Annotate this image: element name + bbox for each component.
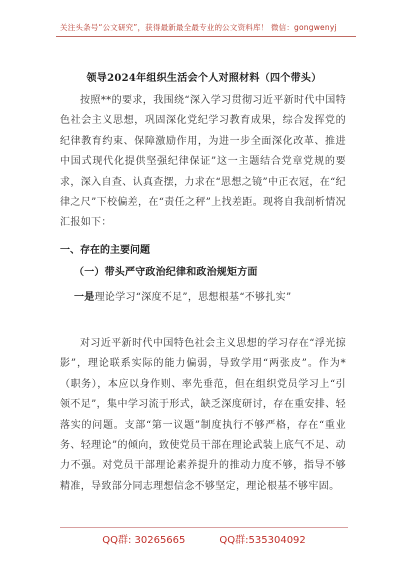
intro-paragraph: 按照**的要求，我围绕“深入学习贯彻习近平新时代中国特色社会主义思想，巩固深化党纪学习教育成果，综合发挥党的纪律教育约束、保障激励作用，为进一步全面深化改革、推进中国式现代化提供坚强纪律保证”这一主题结合党章党规的要求，深入自查、认真查摆，力求在“思想之镜”中正衣冠，在“纪律之尺”下校偏差，在“责任之秤”上找差距。现将自我剖析情况汇报如下： — [60, 95, 346, 229]
document-title: 领导2024年组织生活会个人对照材料（四个带头） — [86, 73, 322, 84]
footer-qq-group-1: QQ群: 30265665 — [102, 535, 186, 546]
point-title: 理论学习“深度不足”，思想根基“不够扎实” — [94, 292, 292, 303]
footer-divider — [60, 527, 348, 528]
banner-divider — [56, 36, 356, 37]
section-heading: 一、存在的主要问题 — [60, 245, 150, 256]
footer-contacts — [0, 531, 408, 546]
footer-qq-group-2: QQ群:535304092 — [219, 535, 306, 546]
point-title-line — [74, 288, 291, 303]
promo-banner: 关注头条号“公文研究”，获得最新最全最专业的公文资料库！ 微信：gongwenyj — [60, 23, 337, 32]
sub-heading: （一）带头严守政治纪律和政治规矩方面 — [74, 267, 258, 278]
point-body-paragraph: 对习近平新时代中国特色社会主义思想的学习存在“浮光掠影”，理论联系实际的能力偏弱，导致学用“两张皮”。作为*（职务），本应以身作则、率先垂范，但在组织党员学习上“引领不足”，集中学习流于形式，缺乏深度研讨，存在重安排、轻落实的问题。支部“第一议题”制度执行不够严格，存在“重业务、轻理论”的倾向，致使党员干部在理论武装上底气不足、动力不强。对党员干部理论素养提升的推动力度不够，指导不够精准，导致部分同志理想信念不够坚定，理论根基不够牢固。 — [60, 338, 346, 492]
point-lead: 一是 — [74, 292, 95, 303]
